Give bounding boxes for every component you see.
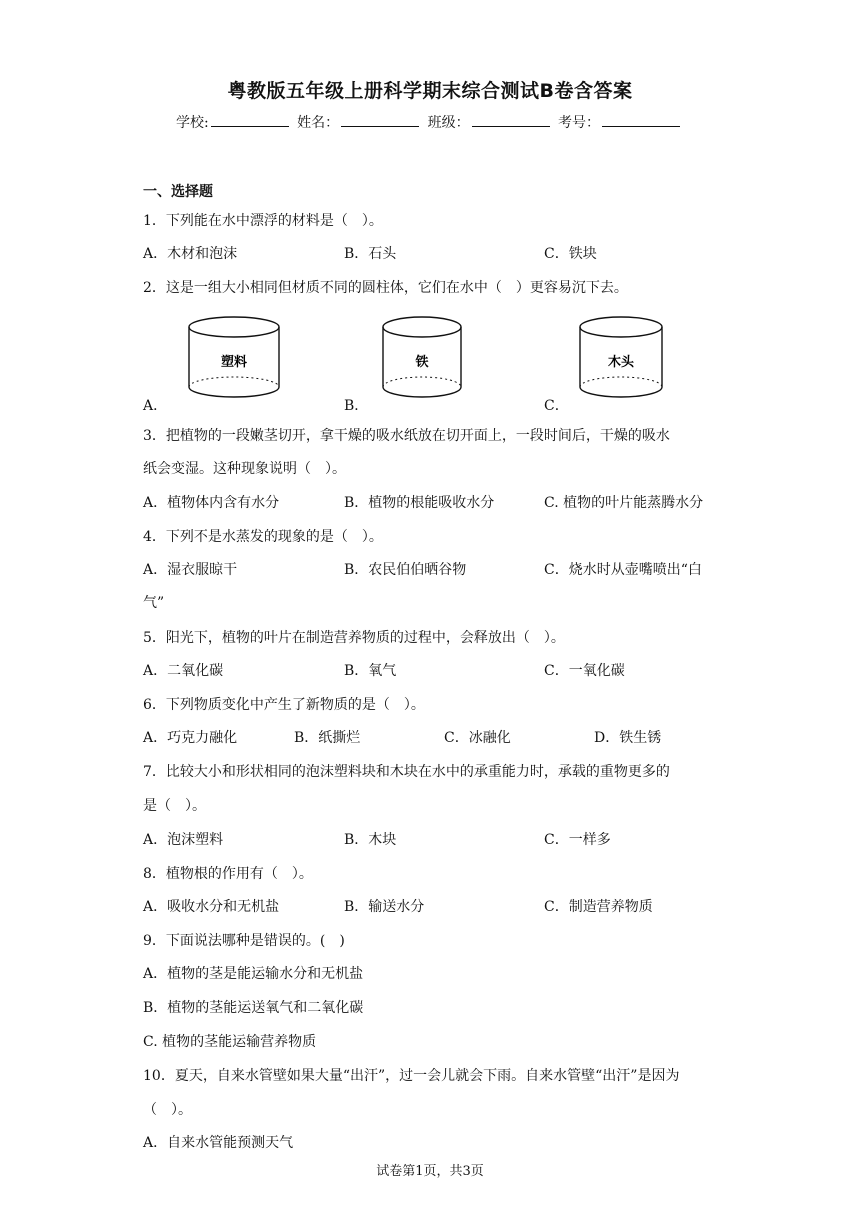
- q5-option-a: A．二氧化碳: [143, 663, 224, 679]
- school-label: 学校:: [175, 115, 209, 131]
- q4-option-b: B．农民伯伯晒谷物: [344, 562, 467, 578]
- wood-cylinder-image: [577, 314, 665, 406]
- q9-option-a: A．植物的茎是能运输水分和无机盐: [143, 966, 364, 982]
- q8-option-b: B．输送水分: [344, 899, 425, 915]
- name-blank[interactable]: [341, 114, 419, 127]
- question-1-stem: 1．下列能在水中漂浮的材料是（ ）。: [143, 213, 383, 229]
- question-7-stem-line2: 是（ ）。: [143, 798, 206, 814]
- question-3-stem-line1: 3．把植物的一段嫩茎切开，拿干燥的吸水纸放在切开面上，一段时间后，干燥的吸水: [143, 428, 670, 444]
- question-10-stem-line2: （ ）。: [143, 1102, 192, 1118]
- q9-option-b: B．植物的茎能运送氧气和二氧化碳: [143, 1000, 364, 1016]
- q3-option-b: B．植物的根能吸收水分: [344, 495, 495, 511]
- q5-option-b: B．氧气: [344, 663, 397, 679]
- page-footer: 试卷第1页，共3页: [376, 1164, 484, 1179]
- plastic-cylinder-image: [186, 314, 282, 406]
- question-2-stem: 2．这是一组大小相同但材质不同的圆柱体，它们在水中（ ）更容易沉下去。: [143, 280, 628, 296]
- iron-label: 铁: [415, 355, 429, 370]
- q2-option-a: A．: [143, 398, 168, 414]
- q5-option-c: C．一氧化碳: [544, 663, 625, 679]
- q8-option-c: C．制造营养物质: [544, 899, 653, 915]
- q1-option-b: B．石头: [344, 246, 397, 262]
- question-7-stem-line1: 7．比较大小和形状相同的泡沫塑料块和木块在水中的承重能力时，承载的重物更多的: [143, 764, 670, 780]
- q6-option-a: A．巧克力融化: [143, 730, 238, 746]
- q3-option-c: C. 植物的叶片能蒸腾水分: [544, 495, 704, 511]
- class-label: 班级：: [427, 115, 470, 131]
- number-blank[interactable]: [602, 114, 680, 127]
- q7-option-b: B．木块: [344, 832, 397, 848]
- plastic-label: 塑料: [220, 355, 248, 370]
- q9-option-c: C. 植物的茎能运输营养物质: [143, 1034, 317, 1050]
- q3-option-a: A．植物体内含有水分: [143, 495, 280, 511]
- q6-option-c: C．冰融化: [444, 730, 511, 746]
- q1-option-a: A．木材和泡沫: [143, 246, 238, 262]
- question-3-stem-line2: 纸会变湿。这种现象说明（ ）。: [143, 461, 346, 477]
- question-10-stem-line1: 10．夏天，自来水管壁如果大量“出汗”，过一会儿就会下雨。自来水管壁“出汗”是因为: [143, 1068, 680, 1084]
- iron-cylinder-image: [380, 314, 464, 406]
- question-6-stem: 6．下列物质变化中产生了新物质的是（ ）。: [143, 697, 425, 713]
- q7-option-c: C．一样多: [544, 832, 611, 848]
- question-5-stem: 5．阳光下，植物的叶片在制造营养物质的过程中，会释放出（ ）。: [143, 630, 565, 646]
- q10-option-a: A．自来水管能预测天气: [143, 1135, 294, 1151]
- q8-option-a: A．吸收水分和无机盐: [143, 899, 280, 915]
- q2-option-c: C．: [544, 398, 569, 414]
- wood-label: 木头: [607, 355, 635, 370]
- q4-option-c-continued: 气”: [143, 595, 165, 611]
- student-info-line: [0, 112, 860, 132]
- q6-option-b: B．纸撕烂: [294, 730, 361, 746]
- page-title: 粤教版五年级上册科学期末综合测试B卷含答案: [227, 80, 633, 102]
- class-blank[interactable]: [472, 114, 550, 127]
- section-heading: 一、选择题: [143, 184, 213, 200]
- question-4-stem: 4．下列不是水蒸发的现象的是（ ）。: [143, 529, 383, 545]
- q6-option-d: D．铁生锈: [594, 730, 662, 746]
- q2-option-b: B．: [344, 398, 369, 414]
- q1-option-c: C．铁块: [544, 246, 597, 262]
- q7-option-a: A．泡沫塑料: [143, 832, 224, 848]
- name-label: 姓名：: [297, 115, 340, 131]
- school-blank[interactable]: [211, 114, 289, 127]
- q4-option-c: C．烧水时从壶嘴喷出“白: [544, 562, 702, 578]
- q4-option-a: A．湿衣服晾干: [143, 562, 238, 578]
- question-8-stem: 8．植物根的作用有（ ）。: [143, 866, 313, 882]
- question-9-stem: 9．下面说法哪种是错误的。( ): [143, 933, 345, 949]
- number-label: 考号：: [558, 115, 601, 131]
